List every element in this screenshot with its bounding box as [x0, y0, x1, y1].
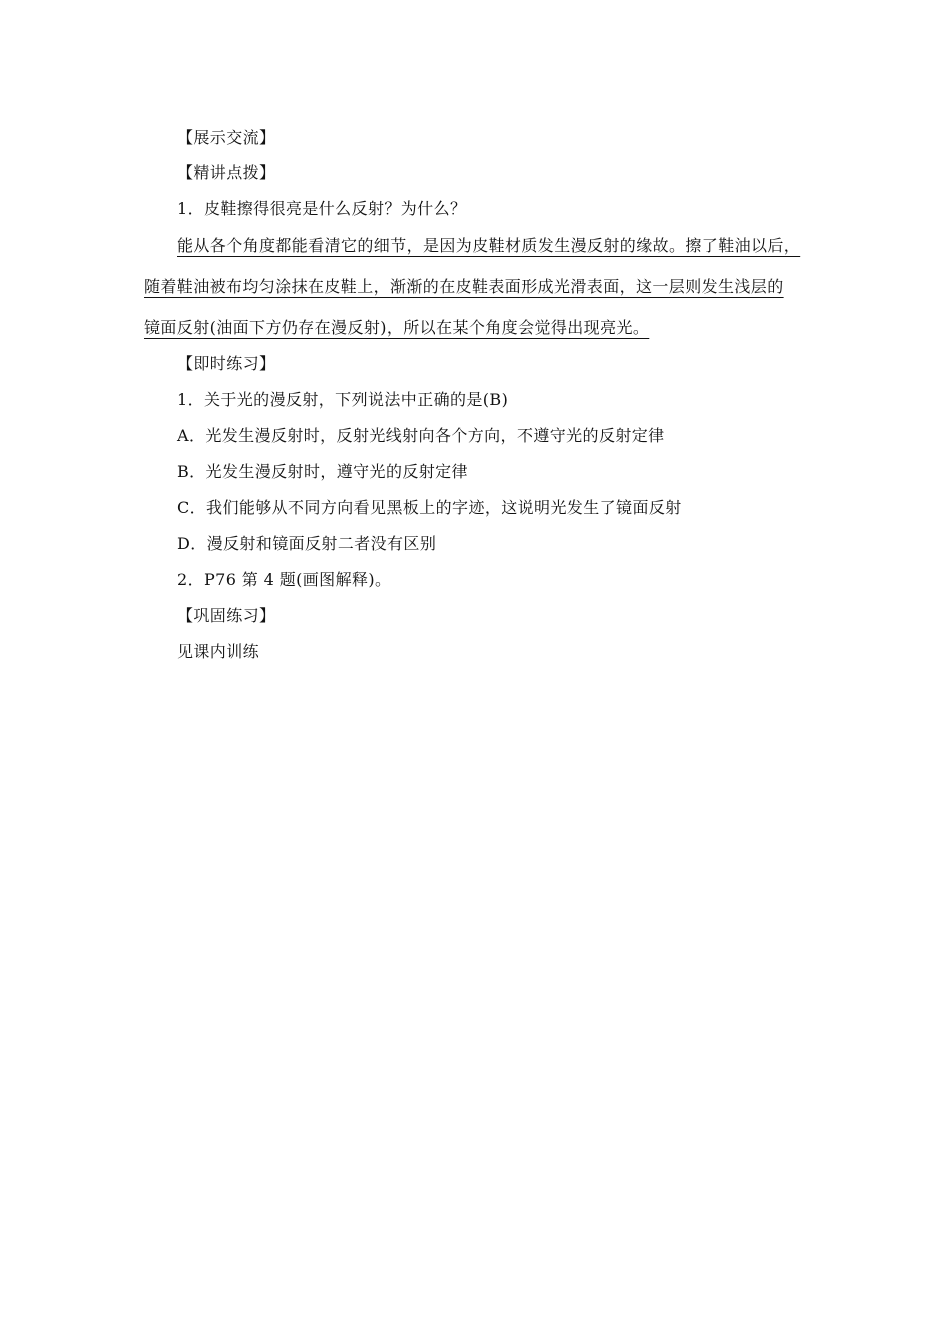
section-heading-explain: 【精讲点拨】: [177, 163, 276, 182]
practice-option-c: C．我们能够从不同方向看见黑板上的字迹，这说明光发生了镜面反射: [177, 498, 682, 517]
practice-question-1: 1．关于光的漫反射，下列说法中正确的是(B): [177, 390, 509, 409]
practice-option-d: D．漫反射和镜面反射二者没有区别: [177, 534, 437, 553]
explain-answer-line-3: 镜面反射(油面下方仍存在漫反射)，所以在某个角度会觉得出现亮光。: [144, 318, 650, 337]
explain-question: 1．皮鞋擦得很亮是什么反射？为什么？: [177, 199, 467, 218]
practice-option-a: A．光发生漫反射时，反射光线射向各个方向，不遵守光的反射定律: [177, 426, 665, 445]
explain-answer-line-2: 随着鞋油被布均匀涂抹在皮鞋上，渐渐的在皮鞋表面形成光滑表面，这一层则发生浅层的: [144, 277, 784, 296]
section-heading-display: 【展示交流】: [177, 128, 276, 147]
practice-option-b: B．光发生漫反射时，遵守光的反射定律: [177, 462, 468, 481]
explain-answer-line-1: 能从各个角度都能看清它的细节，是因为皮鞋材质发生漫反射的缘故。擦了鞋油以后，: [177, 236, 801, 255]
section-heading-practice: 【即时练习】: [177, 354, 276, 373]
practice-question-2: 2．P76 第 4 题(画图解释)。: [177, 570, 392, 589]
section-heading-consolidate: 【巩固练习】: [177, 606, 276, 625]
consolidate-text: 见课内训练: [177, 642, 260, 661]
